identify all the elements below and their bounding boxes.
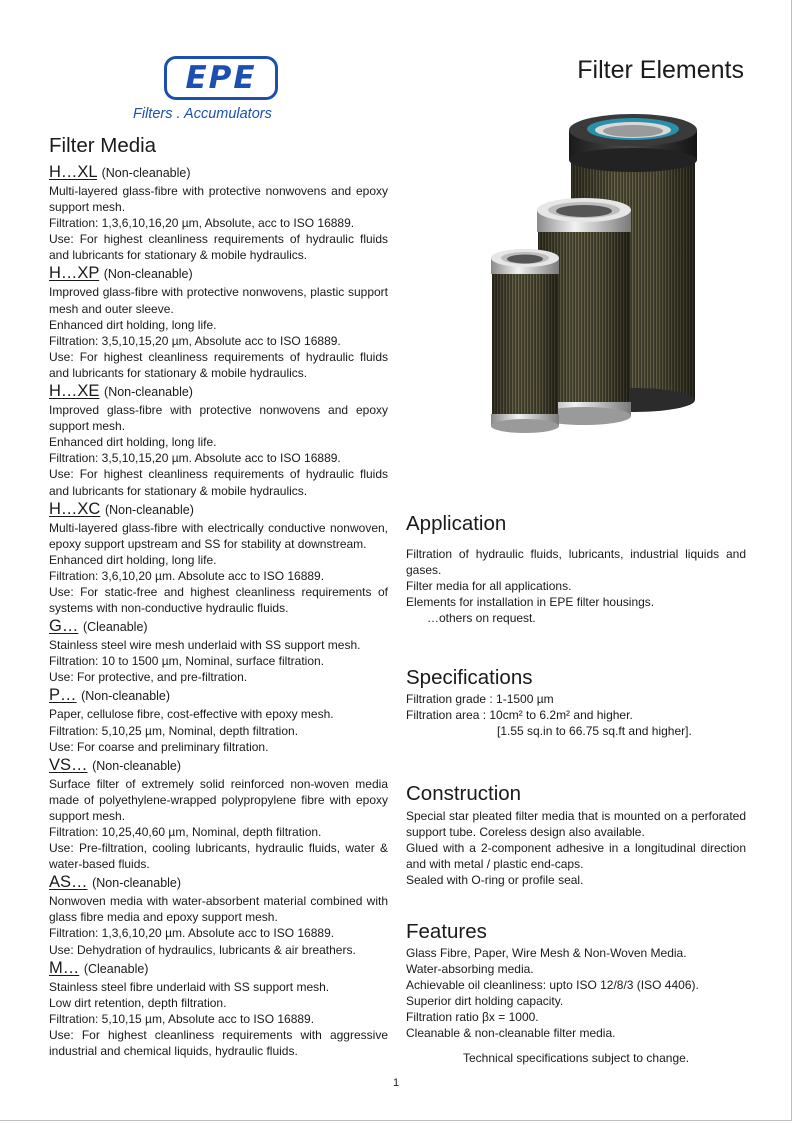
features-heading: Features bbox=[406, 920, 487, 943]
filter-media-title bbox=[49, 756, 388, 776]
small-filter-element bbox=[491, 249, 559, 433]
construction-line: Sealed with O-ring or profile seal. bbox=[406, 873, 584, 888]
filter-media-section bbox=[49, 134, 388, 1060]
filter-media-description: Use: For highest cleanliness requirements of hydraulic fluids and lubricants for stationary & mobile hydraulics. bbox=[49, 232, 388, 263]
logo-badge bbox=[164, 56, 278, 100]
filter-media-description: Enhanced dirt holding, long life. bbox=[49, 435, 217, 450]
filter-media-description: Use: For highest cleanliness requirements with aggressive industrial and chemical liquids, hydraulic fluids. bbox=[49, 1027, 388, 1059]
filter-media-code: H…XE bbox=[49, 382, 100, 401]
filter-media-description: Use: For static-free and highest cleanliness requirements of systems with non-conductive hydraulic fluids. bbox=[49, 584, 388, 616]
filter-media-item bbox=[49, 756, 388, 873]
filter-media-title bbox=[49, 163, 388, 183]
filter-media-description: Enhanced dirt holding, long life. bbox=[49, 552, 217, 567]
filter-media-item bbox=[49, 686, 388, 754]
spec-grade: Filtration grade : 1-1500 µm bbox=[406, 692, 554, 706]
filter-media-description: Paper, cellulose fibre, cost-effective with epoxy mesh. bbox=[49, 707, 334, 722]
filter-media-code: H…XC bbox=[49, 499, 101, 518]
filter-media-item bbox=[49, 163, 388, 263]
filter-media-title bbox=[49, 617, 388, 637]
feature-line: Achievable oil cleanliness: upto ISO 12/8/3 (ISO 4406). bbox=[406, 978, 699, 993]
filter-media-type: (Cleanable) bbox=[83, 961, 149, 976]
filter-media-description: Surface filter of extremely solid reinforced non-woven media made of polyethylene-wrapped polypropylene fibre with epoxy support mesh. bbox=[49, 776, 388, 823]
application-line: Filter media for all applications. bbox=[406, 579, 572, 594]
spec-area: Filtration area : 10cm² to 6.2m² and higher. bbox=[406, 708, 633, 723]
filter-media-description: Stainless steel wire mesh underlaid with SS support mesh. bbox=[49, 638, 361, 653]
filter-media-type: (Non-cleanable) bbox=[81, 689, 171, 704]
filter-media-description: Improved glass-fibre with protective nonwovens, plastic support mesh and outer sleeve. bbox=[49, 285, 388, 316]
filter-media-item bbox=[49, 382, 388, 499]
filter-media-description: Filtration: 5,10,25 µm, Nominal, depth filtration. bbox=[49, 723, 299, 738]
filter-media-heading: Filter Media bbox=[49, 134, 157, 157]
filter-media-code: VS… bbox=[49, 755, 88, 774]
filter-media-code: H…XP bbox=[49, 264, 100, 283]
filter-media-type: (Non-cleanable) bbox=[92, 758, 182, 773]
filter-media-title bbox=[49, 959, 388, 979]
construction-line: Special star pleated filter media that is mounted on a perforated support tube. Coreless design also available. bbox=[406, 809, 746, 840]
filter-media-description: Nonwoven media with water-absorbent material combined with glass fibre media and epoxy support mesh. bbox=[49, 894, 388, 925]
filter-media-title bbox=[49, 264, 388, 284]
filter-media-item bbox=[49, 264, 388, 381]
filter-media-type: (Cleanable) bbox=[82, 620, 148, 635]
filter-media-code: AS… bbox=[49, 873, 88, 892]
feature-line: Water-absorbing media. bbox=[406, 962, 534, 977]
filter-media-description: Improved glass-fibre with protective nonwovens and epoxy support mesh. bbox=[49, 403, 388, 434]
application-note: …others on request. bbox=[427, 611, 536, 626]
filter-media-description: Filtration: 3,5,10,15,20 µm, Absolute acc to ISO 16889. bbox=[49, 333, 341, 348]
filter-media-description: Filtration: 10 to 1500 µm, Nominal, surface filtration. bbox=[49, 654, 325, 669]
filter-media-title bbox=[49, 873, 388, 893]
construction-section bbox=[406, 782, 746, 888]
feature-line: Superior dirt holding capacity. bbox=[406, 994, 564, 1009]
construction-line: Glued with a 2-component adhesive in a longitudinal direction and with metal / plastic end-caps. bbox=[406, 841, 746, 872]
filter-media-description: Use: For protective, and pre-filtration. bbox=[49, 670, 248, 685]
filter-media-code: H…XL bbox=[49, 163, 97, 181]
filter-media-description: Filtration: 10,25,40,60 µm, Nominal, depth filtration. bbox=[49, 825, 322, 839]
filter-media-description: Filtration: 1,3,6,10,20 µm. Absolute acc to ISO 16889. bbox=[49, 926, 335, 941]
application-line: Elements for installation in EPE filter housings. bbox=[406, 595, 655, 610]
filter-media-type: (Non-cleanable) bbox=[92, 876, 182, 891]
filter-media-item bbox=[49, 617, 388, 685]
logo-tagline: Filters . Accumulators bbox=[133, 106, 272, 122]
filter-media-type: (Non-cleanable) bbox=[104, 502, 194, 517]
filter-media-description: Stainless steel fibre underlaid with SS support mesh. bbox=[49, 979, 330, 994]
application-line: Filtration of hydraulic fluids, lubricants, industrial liquids and gases. bbox=[406, 547, 746, 578]
filter-media-description: Filtration: 3,6,10,20 µm. Absolute acc to ISO 16889. bbox=[49, 568, 325, 583]
construction-heading: Construction bbox=[406, 782, 522, 805]
filter-media-description: Low dirt retention, depth filtration. bbox=[49, 995, 227, 1010]
filter-media-type: (Non-cleanable) bbox=[104, 385, 193, 400]
brand-logo bbox=[132, 54, 317, 132]
page-number: 1 bbox=[393, 1077, 400, 1089]
filter-media-type: (Non-cleanable) bbox=[103, 267, 193, 282]
filter-media-description: Enhanced dirt holding, long life. bbox=[49, 317, 217, 332]
filter-media-description: Filtration: 5,10,15 µm, Absolute acc to ISO 16889. bbox=[49, 1011, 315, 1026]
page-title: Filter Elements bbox=[577, 56, 744, 84]
filter-media-code: G… bbox=[49, 617, 79, 636]
filter-media-list bbox=[49, 163, 388, 1059]
features-section bbox=[406, 920, 746, 1042]
filter-media-description: Multi-layered glass-fibre with protective nonwovens and epoxy support mesh. bbox=[49, 184, 388, 215]
application-section bbox=[406, 512, 746, 626]
filter-media-description: Filtration: 1,3,6,10,16,20 µm, Absolute, acc to ISO 16889. bbox=[49, 216, 355, 231]
footer-note: Technical specifications subject to change. bbox=[463, 1051, 690, 1065]
filter-elements-image bbox=[476, 110, 716, 440]
spec-area-imperial: [1.55 sq.in to 66.75 sq.ft and higher]. bbox=[497, 724, 692, 739]
filter-media-item bbox=[49, 959, 388, 1059]
filter-media-title bbox=[49, 382, 388, 402]
filter-media-description: Multi-layered glass-fibre with electrically conductive nonwoven, epoxy support upstream and SS for stability at downstream. bbox=[49, 520, 388, 551]
filter-media-description: Use: Pre-filtration, cooling lubricants, hydraulic fluids, water & water-based fluids. bbox=[49, 841, 388, 872]
feature-line: Filtration ratio βx = 1000. bbox=[406, 1010, 539, 1025]
feature-line: Cleanable & non-cleanable filter media. bbox=[406, 1026, 616, 1041]
application-heading: Application bbox=[406, 512, 507, 535]
filter-media-code: P… bbox=[49, 686, 77, 705]
specifications-section bbox=[406, 666, 746, 739]
filter-media-item bbox=[49, 873, 388, 957]
filter-media-title bbox=[49, 500, 388, 520]
filter-media-description: Filtration: 3,5,10,15,20 µm. Absolute acc to ISO 16889. bbox=[49, 451, 341, 466]
filter-media-title bbox=[49, 686, 388, 706]
filter-media-type: (Non-cleanable) bbox=[101, 166, 191, 180]
filter-media-description: Use: For coarse and preliminary filtration. bbox=[49, 739, 269, 754]
feature-line: Glass Fibre, Paper, Wire Mesh & Non-Woven Media. bbox=[406, 946, 687, 960]
filter-media-description: Use: For highest cleanliness requirements of hydraulic fluids and lubricants for stationary & mobile hydraulics. bbox=[49, 467, 388, 498]
filter-media-item bbox=[49, 500, 388, 617]
filter-media-code: M… bbox=[49, 958, 80, 977]
specifications-heading: Specifications bbox=[406, 666, 533, 689]
filter-media-description: Use: Dehydration of hydraulics, lubricants & air breathers. bbox=[49, 942, 356, 957]
filter-media-description: Use: For highest cleanliness requirements of hydraulic fluids and lubricants for stationary & mobile hydraulics. bbox=[49, 349, 388, 380]
logo-text: EPE bbox=[185, 60, 257, 96]
